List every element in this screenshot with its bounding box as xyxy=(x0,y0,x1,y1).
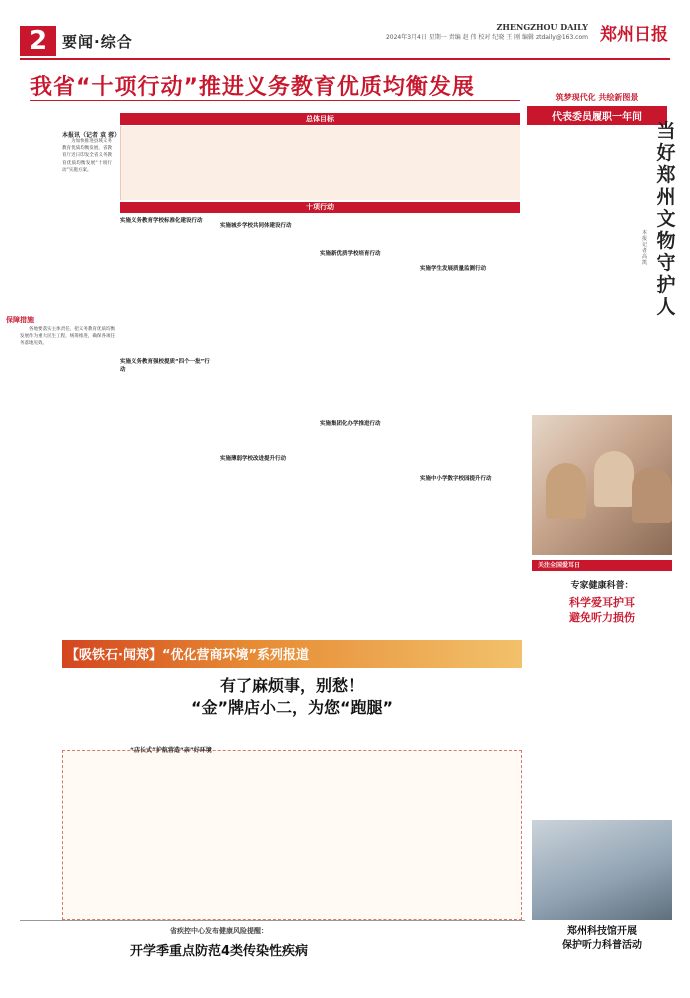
topic-bar: 关注全国爱耳日 xyxy=(532,560,672,571)
science-museum-headline xyxy=(532,925,672,953)
subhead-8: 实施中小学数字校园提升行动 xyxy=(420,476,492,482)
paper-logo: 郑州日报 xyxy=(600,25,668,45)
subhead-4: 实施薄弱学校改进提升行动 xyxy=(220,456,287,462)
nameplate xyxy=(385,22,668,45)
box-title-general: 总体目标 xyxy=(120,113,520,125)
headline-rule xyxy=(30,100,520,101)
subhead-6: 实施集团化办学推进行动 xyxy=(320,421,381,427)
bottom-rule xyxy=(20,920,525,921)
expert-headline-line1: 科学爱耳护耳 xyxy=(569,596,635,609)
section-title: 要闻·综合 xyxy=(62,33,133,51)
vertical-author: 本报记者 高 凯 xyxy=(642,230,648,266)
left-column-text: 各地要落实主体责任，把义务教育优质均衡发展作为重大民生工程，统筹推进，确保各项任务落地见效。 xyxy=(20,327,115,347)
expert-headline xyxy=(532,595,672,625)
series-banner-text: 【吸铁石·闻郑】“优化营商环境”系列报道 xyxy=(66,648,310,663)
science-museum-photo xyxy=(532,820,672,920)
header-rule xyxy=(20,58,670,60)
general-goal-box xyxy=(120,126,520,200)
expert-headline-line2: 避免听力损伤 xyxy=(569,611,635,624)
science-headline-line2: 保护听力科普活动 xyxy=(562,940,642,951)
vertical-headline: 当好郑州文物守护人 xyxy=(656,120,676,318)
main-headline: 我省“十项行动”推进义务教育优质均衡发展 xyxy=(30,75,475,100)
left-subhead: 保障措施 xyxy=(6,316,34,324)
page-header xyxy=(0,0,690,62)
subhead-3: 实施城乡学校共同体建设行动 xyxy=(220,223,292,229)
subhead-7: 实施学生发展质量监测行动 xyxy=(420,266,487,272)
lead-paragraph: 为加快推进县域义务教育优质均衡发展，省教育厅近日印发全省义务教育优质均衡发展“十项行动”实施方案。 xyxy=(62,139,112,173)
bottom-kicker: 省疾控中心发布健康风险提醒： xyxy=(170,927,268,935)
bottom-headline: 开学季重点防范4类传染性疾病 xyxy=(130,944,309,959)
paper-en-name: ZHENGZHOU DAILY xyxy=(496,22,588,32)
series-subhead: “店长式”护航营造“亲”好环境 xyxy=(130,747,212,754)
date-line: 2024年3月4日 星期一 责编 赵 伟 校对 纪晓 王 刚 编辑 ztdaily@163.com xyxy=(385,34,588,41)
sidebar-title: 代表委员履职一年间 xyxy=(527,106,667,125)
science-headline-line1: 郑州科技馆开展 xyxy=(567,926,637,937)
page-number: 2 xyxy=(20,26,56,56)
sidebar-brand: 筑梦现代化 共绘新图景 xyxy=(555,93,639,102)
box-title-actions: 十项行动 xyxy=(120,202,520,213)
series-headline-2: “金”牌店小二，为您“跑腿” xyxy=(190,698,394,717)
sidebar-header xyxy=(527,92,667,125)
series-banner xyxy=(62,640,522,668)
subhead-1: 实施义务教育学校标准化建设行动 xyxy=(120,218,203,224)
photo-figure xyxy=(546,463,586,519)
subhead-5: 实施新优质学校培育行动 xyxy=(320,251,381,257)
subhead-2: 实施义务教育强校提质“四个一批”行动 xyxy=(120,359,210,373)
series-story-box xyxy=(62,750,522,920)
expert-label: 专家健康科普： xyxy=(570,581,634,591)
photo-figure xyxy=(632,467,672,523)
byline: 本报讯（记者 袁 蓉） xyxy=(62,132,121,139)
photo-figure xyxy=(594,451,634,507)
series-headline-1: 有了麻烦事，别愁！ xyxy=(219,676,364,695)
sidebar-photo xyxy=(532,415,672,555)
